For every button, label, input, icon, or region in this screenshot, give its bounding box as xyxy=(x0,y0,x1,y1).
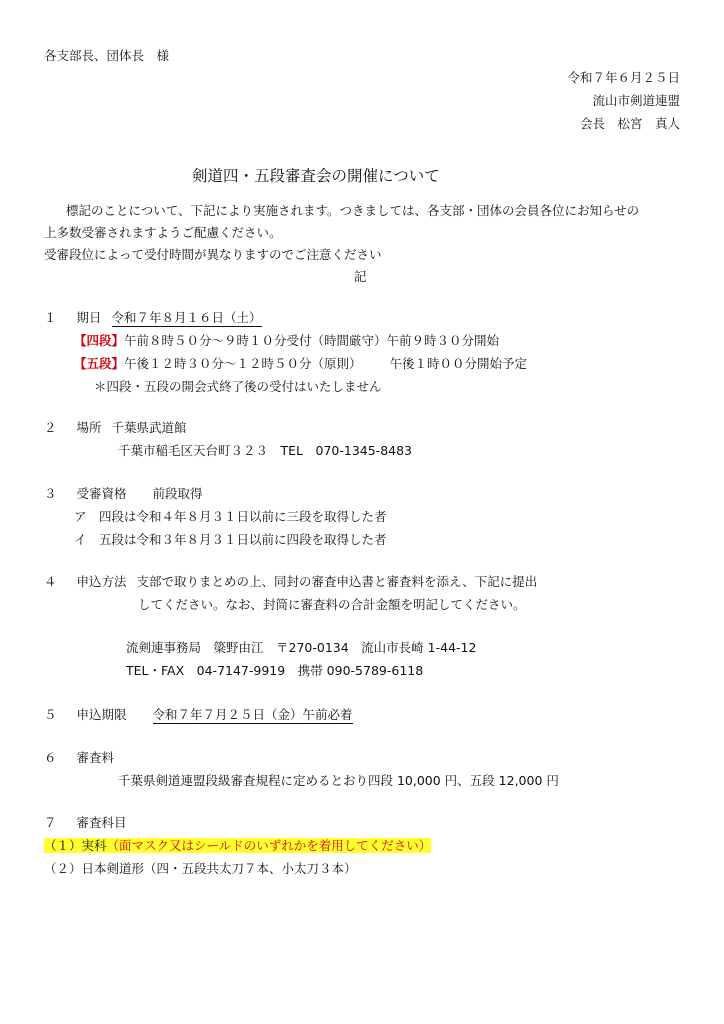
section-5-heading xyxy=(44,707,353,723)
exam-subject-2: （２）日本剣道形（四・五段共太刀７本、小太刀３本） xyxy=(44,861,357,876)
section-4-heading xyxy=(44,574,537,590)
godan-tag: 【五段】 xyxy=(74,356,125,371)
yondan-schedule-text: 午前８時５０分～９時１０分受付（時間厳守）午前９時３０分開始 xyxy=(124,333,500,348)
eligibility-yondan: ア 四段は令和４年８月３１日以前に三段を取得した者 xyxy=(74,509,387,524)
section-3-heading xyxy=(44,486,203,502)
intro-line-2: 上多数受審されますようご配慮ください。 xyxy=(44,225,282,240)
exam-date: 令和７年８月１６日（土） xyxy=(111,310,262,325)
eligibility-value: 前段取得 xyxy=(152,486,203,501)
reception-note: ＊四段・五段の開会式終了後の受付はいたしません xyxy=(94,379,382,394)
venue-name: 千葉県武道館 xyxy=(111,420,187,435)
intro-line-3: 受審段位によって受付時間が異なりますのでご注意ください xyxy=(44,247,382,262)
application-deadline: 令和７年７月２５日（金）午前必着 xyxy=(152,707,353,722)
section-2-number: ２ xyxy=(44,420,57,435)
section-3-label: 受審資格 xyxy=(76,486,127,501)
document-title: 剣道四・五段審査会の開催について xyxy=(192,167,440,185)
section-7-label: 審査科目 xyxy=(76,815,127,830)
ki-heading: 記 xyxy=(354,269,367,284)
section-3-number: ３ xyxy=(44,486,57,501)
section-6-heading xyxy=(44,750,114,766)
section-2-heading xyxy=(44,420,187,436)
yondan-schedule xyxy=(74,333,499,349)
godan-schedule xyxy=(74,356,527,372)
section-6-number: ６ xyxy=(44,750,57,765)
office-contact-phone: TEL・FAX 04-7147-9919 携帯 090-5789-6118 xyxy=(126,663,424,678)
section-6-label: 審査料 xyxy=(76,750,115,765)
yondan-tag: 【四段】 xyxy=(74,333,125,348)
section-5-number: ５ xyxy=(44,707,57,722)
godan-schedule-text: 午後１２時３０分～１２時５０分（原則） xyxy=(124,356,362,371)
godan-start-text: 午後１時００分開始予定 xyxy=(389,356,528,371)
section-7-number: ７ xyxy=(44,815,57,830)
application-method-text-2: してください。なお、封筒に審査料の合計金額を明記してください。 xyxy=(138,597,526,612)
addressee: 各支部長、団体長 様 xyxy=(44,48,170,63)
exam-subject-1-number: （１） xyxy=(44,838,82,853)
section-7-heading xyxy=(44,815,127,831)
intro-line-1: 標記のことについて、下記により実施されます。つきましては、各支部・団体の会員各位にお知らせの xyxy=(66,203,640,218)
section-1-heading xyxy=(44,310,262,326)
section-5-label: 申込期限 xyxy=(76,707,127,722)
section-2-label: 場所 xyxy=(76,420,102,435)
section-4-label: 申込方法 xyxy=(76,574,127,589)
organization: 流山市剣道連盟 xyxy=(592,93,680,108)
eligibility-godan: イ 五段は令和３年８月３１日以前に四段を取得した者 xyxy=(74,532,387,547)
exam-fee-text: 千葉県剣道連盟段級審査規程に定めるとおり四段 10,000 円、五段 12,000 円 xyxy=(118,773,559,788)
issue-date: 令和７年６月２５日 xyxy=(567,70,680,85)
exam-subject-1-label: 実科 xyxy=(81,838,107,853)
exam-subject-1 xyxy=(44,838,431,854)
section-1-label: 期日 xyxy=(76,310,102,325)
application-method-text-1: 支部で取りまとめの上、同封の審査申込書と審査料を添え、下記に提出 xyxy=(136,574,538,589)
sender: 会長 松宮 真人 xyxy=(579,116,680,131)
mask-requirement-note: （面マスク又はシールドのいずれかを着用してください） xyxy=(106,838,432,853)
office-contact-address: 流剣連事務局 簗野由江 〒270-0134 流山市長崎 1-44-12 xyxy=(126,640,477,655)
section-1-number: １ xyxy=(44,310,57,325)
section-4-number: ４ xyxy=(44,574,57,589)
venue-address: 千葉市稲毛区天台町３２３ TEL 070-1345-8483 xyxy=(118,443,413,458)
